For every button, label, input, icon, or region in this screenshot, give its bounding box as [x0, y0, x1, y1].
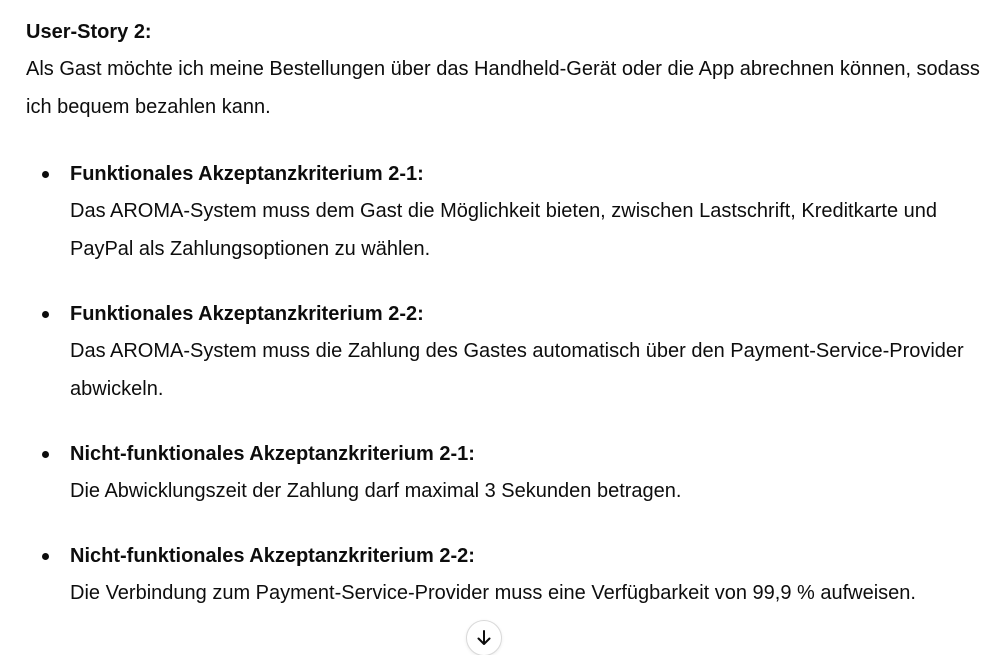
criterion-title: Nicht-funktionales Akzeptanzkriterium 2-1:	[70, 443, 475, 465]
scroll-to-bottom-button[interactable]	[466, 620, 502, 655]
list-item	[26, 538, 996, 612]
criterion-title: Funktionales Akzeptanzkriterium 2-2:	[70, 303, 424, 325]
list-item	[26, 436, 996, 510]
criterion-title: Funktionales Akzeptanzkriterium 2-1:	[70, 163, 424, 185]
bullet-icon	[42, 311, 49, 318]
arrow-down-icon	[475, 629, 493, 647]
criterion-text: Die Abwicklungszeit der Zahlung darf maximal 3 Sekunden betragen.	[70, 480, 682, 502]
list-item	[26, 156, 996, 268]
criterion-text: Die Verbindung zum Payment-Service-Provider muss eine Verfügbarkeit von 99,9 % aufweisen.	[70, 582, 916, 604]
criterion-title: Nicht-funktionales Akzeptanzkriterium 2-2:	[70, 545, 475, 567]
story-title: User-Story 2:	[26, 21, 152, 43]
bullet-icon	[42, 553, 49, 560]
criteria-list	[26, 156, 996, 612]
bullet-icon	[42, 451, 49, 458]
story-text: Als Gast möchte ich meine Bestellungen über das Handheld-Gerät oder die App abrechnen können, sodass ich bequem bezahlen kann.	[26, 58, 980, 118]
criterion-text: Das AROMA-System muss dem Gast die Möglichkeit bieten, zwischen Lastschrift, Kreditkarte und PayPal als Zahlungsoptionen zu wählen.	[70, 200, 938, 260]
message-content	[26, 14, 996, 640]
criterion-text: Das AROMA-System muss die Zahlung des Gastes automatisch über den Payment-Service-Provider abwickeln.	[70, 340, 964, 400]
list-item	[26, 296, 996, 408]
bullet-icon	[42, 171, 49, 178]
